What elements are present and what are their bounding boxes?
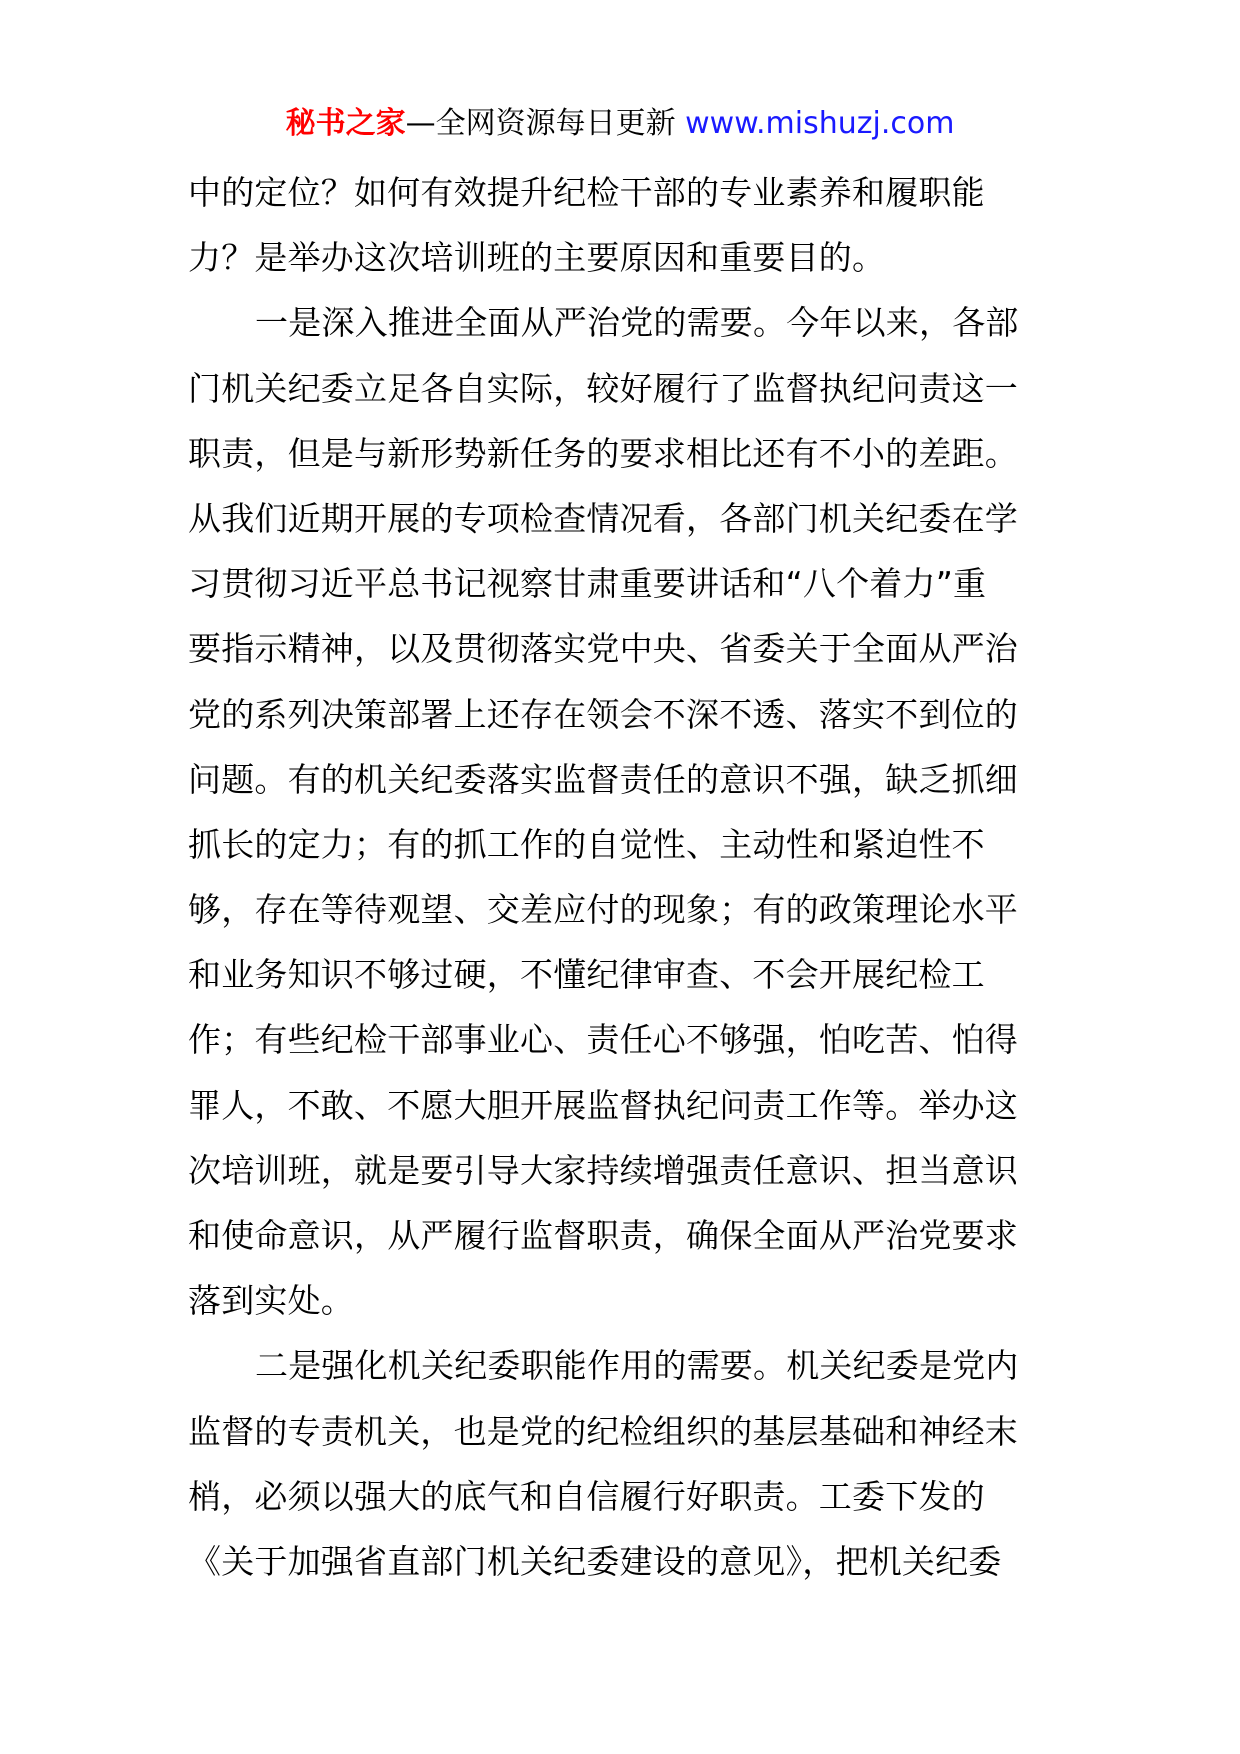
text-line: 落到实处。	[188, 1281, 354, 1321]
text-line: 要指示精神，以及贯彻落实党中央、省委关于全面从严治	[188, 629, 1018, 669]
paragraph-start-line: 一是深入推进全面从严治党的需要。今年以来，各部	[255, 303, 1019, 343]
website-link[interactable]: www.mishuzj.com	[685, 106, 955, 141]
text-line: 《关于加强省直部门机关纪委建设的意见》，把机关纪委	[188, 1541, 1002, 1581]
text-line: 和业务知识不够过硬，不懂纪律审查、不会开展纪检工	[188, 955, 985, 995]
text-line: 力？是举办这次培训班的主要原因和重要目的。	[188, 238, 886, 278]
brand-name: 秘书之家	[285, 106, 406, 141]
text-line: 梢，必须以强大的底气和自信履行好职责。工委下发的	[188, 1476, 985, 1516]
text-line: 够，存在等待观望、交差应付的现象；有的政策理论水平	[188, 890, 1018, 930]
text-line: 和使命意识，从严履行监督职责，确保全面从严治党要求	[188, 1216, 1018, 1255]
text-line: 职责，但是与新形势新任务的要求相比还有不小的差距。	[188, 433, 1018, 473]
text-line: 从我们近期开展的专项检查情况看，各部门机关纪委在学	[188, 498, 1018, 538]
text-line: 监督的专责机关，也是党的纪检组织的基层基础和神经末	[188, 1411, 1018, 1451]
text-line: 问题。有的机关纪委落实监督责任的意识不强，缺乏抓细	[188, 759, 1018, 799]
text-line: 作；有些纪检干部事业心、责任心不够强，怕吃苦、怕得	[188, 1020, 1018, 1060]
document-body	[188, 160, 1056, 1594]
text-line: 门机关纪委立足各自实际，较好履行了监督执纪问责这一	[188, 368, 1018, 408]
paragraph-start-line: 二是强化机关纪委职能作用的需要。机关纪委是党内	[255, 1346, 1019, 1386]
text-line: 次培训班，就是要引导大家持续增强责任意识、担当意识	[188, 1150, 1018, 1190]
page-header	[0, 100, 1240, 148]
header-tagline: —全网资源每日更新	[405, 106, 686, 141]
text-line: 习贯彻习近平总书记视察甘肃重要讲话和“八个着力”重	[188, 564, 987, 604]
text-line: 党的系列决策部署上还存在领会不深不透、落实不到位的	[188, 694, 1018, 734]
text-line: 中的定位？如何有效提升纪检干部的专业素养和履职能	[188, 173, 985, 212]
text-line: 抓长的定力；有的抓工作的自觉性、主动性和紧迫性不	[188, 824, 985, 864]
text-line: 罪人，不敢、不愿大胆开展监督执纪问责工作等。举办这	[188, 1085, 1018, 1125]
